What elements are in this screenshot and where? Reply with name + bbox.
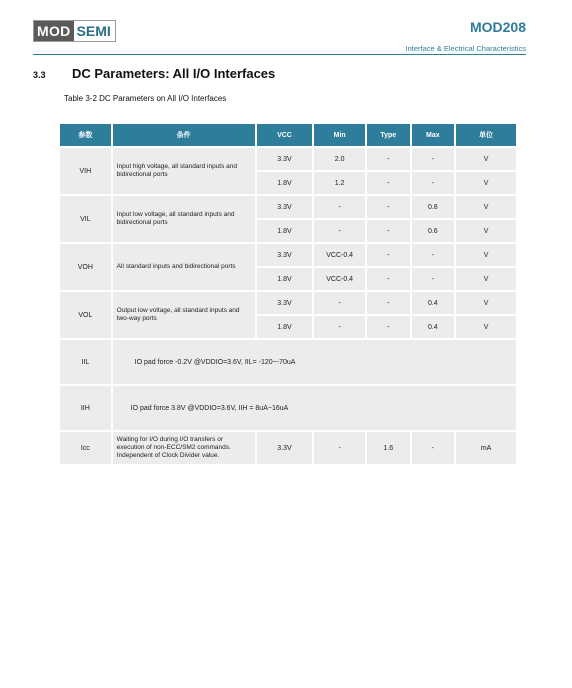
max-cell: -	[412, 172, 455, 194]
company-logo	[33, 20, 116, 42]
param-cell: IIL	[60, 340, 111, 384]
logo-semi-text: SEMI	[74, 21, 115, 41]
vcc-cell: 1.8V	[257, 268, 313, 290]
max-cell: 0.4	[412, 316, 455, 338]
table-caption: Table 3-2 DC Parameters on All I/O Interfaces	[64, 94, 227, 103]
max-cell: 0.4	[412, 292, 455, 314]
max-cell: 0.6	[412, 220, 455, 242]
max-cell: -	[412, 244, 455, 266]
header-vcc: VCC	[257, 124, 313, 146]
unit-cell: V	[456, 292, 516, 314]
param-cell: IIH	[60, 386, 111, 430]
document-id: MOD208	[469, 19, 526, 35]
iih-condition-cell: IO pad force 3.8V @VDDIO=3.6V, IIH = 8uA~16uA	[113, 386, 516, 430]
table-header-row	[60, 124, 516, 146]
logo-mod-text: MOD	[34, 21, 74, 41]
param-cell: VIH	[60, 148, 111, 194]
table-row	[60, 292, 516, 314]
param-cell: Icc	[60, 432, 111, 464]
type-cell: -	[367, 196, 410, 218]
header-min: Min	[314, 124, 365, 146]
param-cell: VIL	[60, 196, 111, 242]
unit-cell: V	[456, 220, 516, 242]
unit-cell: mA	[456, 432, 516, 464]
condition-cell: Waiting for I/O during I/O transfers or execution of non-ECC/SM2 commands. Independent of Clock Divider value.	[113, 432, 255, 464]
condition-cell: Input low voltage, all standard inputs and bidirectional ports	[113, 196, 255, 242]
header-type: Type	[367, 124, 410, 146]
unit-cell: V	[456, 316, 516, 338]
param-cell: VOL	[60, 292, 111, 338]
vcc-cell: 3.3V	[257, 148, 313, 170]
vcc-cell: 1.8V	[257, 220, 313, 242]
iil-condition-cell: IO pad force -0.2V @VDDIO=3.6V, IIL= -120~-70uA	[113, 340, 516, 384]
min-cell: -	[314, 292, 365, 314]
min-cell: -	[314, 196, 365, 218]
type-cell: -	[367, 292, 410, 314]
table-row	[60, 148, 516, 170]
table-row	[60, 196, 516, 218]
type-cell: 1.6	[367, 432, 410, 464]
condition-cell: Input high voltage, all standard inputs and bidirectional ports	[113, 148, 255, 194]
table-row	[60, 386, 516, 430]
header-condition: 条件	[113, 124, 255, 146]
type-cell: -	[367, 148, 410, 170]
type-cell: -	[367, 220, 410, 242]
unit-cell: V	[456, 172, 516, 194]
header-unit: 单位	[456, 124, 516, 146]
section-number: 3.3	[33, 70, 46, 80]
unit-cell: V	[456, 268, 516, 290]
header-param: 参数	[60, 124, 111, 146]
dc-parameters-table	[58, 122, 518, 466]
vcc-cell: 3.3V	[257, 196, 313, 218]
table-row	[60, 340, 516, 384]
min-cell: -	[314, 316, 365, 338]
vcc-cell: 3.3V	[257, 244, 313, 266]
section-title: DC Parameters: All I/O Interfaces	[72, 66, 276, 81]
vcc-cell: 1.8V	[257, 316, 313, 338]
vcc-cell: 1.8V	[257, 172, 313, 194]
unit-cell: V	[456, 196, 516, 218]
header-max: Max	[412, 124, 455, 146]
min-cell: VCC-0.4	[314, 268, 365, 290]
max-cell: -	[412, 268, 455, 290]
unit-cell: V	[456, 244, 516, 266]
type-cell: -	[367, 268, 410, 290]
param-cell: VOH	[60, 244, 111, 290]
vcc-cell: 3.3V	[257, 432, 313, 464]
min-cell: 1.2	[314, 172, 365, 194]
header-divider	[33, 54, 526, 55]
max-cell: 0.8	[412, 196, 455, 218]
condition-cell: All standard inputs and bidirectional ports	[113, 244, 255, 290]
max-cell: -	[412, 432, 455, 464]
header-subtitle: Interface & Electrical Characteristics	[405, 44, 526, 53]
unit-cell: V	[456, 148, 516, 170]
min-cell: -	[314, 220, 365, 242]
min-cell: 2.0	[314, 148, 365, 170]
type-cell: -	[367, 316, 410, 338]
min-cell: -	[314, 432, 365, 464]
min-cell: VCC-0.4	[314, 244, 365, 266]
type-cell: -	[367, 244, 410, 266]
max-cell: -	[412, 148, 455, 170]
table-row	[60, 432, 516, 464]
condition-cell: Output low voltage, all standard inputs and two-way ports	[113, 292, 255, 338]
type-cell: -	[367, 172, 410, 194]
vcc-cell: 3.3V	[257, 292, 313, 314]
table-row	[60, 244, 516, 266]
